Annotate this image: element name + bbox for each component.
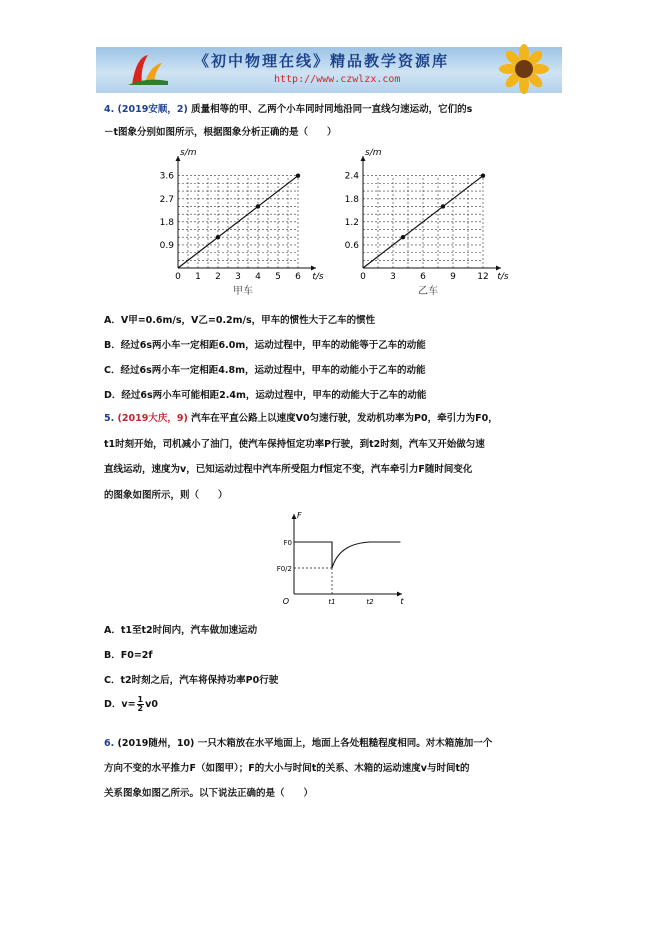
jia-x-tick: 0 <box>175 272 181 282</box>
site-logo-icon <box>126 51 170 89</box>
yi-y-tick: 1.8 <box>344 194 359 205</box>
yi-x-tick: 3 <box>390 272 396 282</box>
q5-line-3: 直线运动，速度为v，已知运动过程中汽车所受阻力f恒定不变，汽车牵引力F随时间变化 <box>104 464 473 475</box>
q4-option-b: B．经过6s两小车一定相距6.0m，运动过程中，甲车的动能等于乙车的动能 <box>104 340 426 351</box>
ft-origin-label: O <box>282 597 289 606</box>
q4-option-a: A．V甲=0.6m/s，V乙=0.2m/s，甲车的惯性大于乙车的惯性 <box>104 315 376 326</box>
yi-data-point <box>441 204 445 208</box>
q6-line-2: 方向不变的水平推力F（如图甲）；F的大小与时间t的关系、木箱的运动速度v与时间t的 <box>104 763 470 774</box>
yi-data-point <box>401 235 405 239</box>
jia-y-tick: 2.7 <box>159 194 174 205</box>
jia-x-tick: 6 <box>295 272 301 282</box>
ft-y-label: F <box>297 511 302 520</box>
jia-x-tick: 1 <box>195 272 201 282</box>
jia-x-label: t/s <box>312 272 324 282</box>
yi-x-label: t/s <box>497 272 509 282</box>
yi-y-tick: 2.4 <box>344 171 359 182</box>
q4-option-d: D．经过6s两小车可能相距2.4m，运动过程中，甲车的动能大于乙车的动能 <box>104 390 427 401</box>
q4-option-c: C．经过6s两小车一定相距4.8m，运动过程中，甲车的动能小于乙车的动能 <box>104 365 426 376</box>
q5-source: (2019大庆，9) <box>117 413 188 424</box>
q5-option-d <box>104 696 158 713</box>
ft-series-line <box>294 542 400 568</box>
q5-number: 5. <box>104 413 115 424</box>
header-banner <box>96 47 562 93</box>
jia-x-arrow-icon <box>311 266 316 271</box>
jia-data-point <box>216 235 220 239</box>
ft-x-label: t <box>400 597 404 606</box>
q5-line-1 <box>104 412 498 425</box>
yi-chart-title: 乙车 <box>418 286 438 297</box>
jia-y-label: s/m <box>180 148 197 158</box>
jia-chart-title: 甲车 <box>233 286 253 297</box>
jia-data-point <box>296 173 300 177</box>
ft-y-tick: F0/2 <box>276 565 292 573</box>
jia-data-point <box>256 204 260 208</box>
yi-y-label: s/m <box>365 148 382 158</box>
yi-y-tick: 1.2 <box>344 217 359 228</box>
yi-data-point <box>481 173 485 177</box>
banner-title: 《初中物理在线》精品教学资源库 <box>194 52 450 70</box>
fraction-one-half <box>137 696 145 713</box>
q6-text-1: 一只木箱放在水平地面上，地面上各处粗糙程度相同。对木箱施加一个 <box>197 738 493 749</box>
chart-jia-car <box>150 148 330 298</box>
yi-x-tick: 12 <box>477 272 489 282</box>
q4-number: 4. <box>104 104 115 115</box>
ft-x-arrow-icon <box>397 592 402 597</box>
ft-x-tick: t2 <box>366 598 374 606</box>
q5-option-b: B．F0=2f <box>104 650 153 661</box>
q5-option-d-suffix: v0 <box>145 699 158 710</box>
jia-y-tick: 0.9 <box>159 240 174 251</box>
q6-number: 6. <box>104 738 115 749</box>
yi-x-tick: 0 <box>360 272 366 282</box>
yi-y-tick: 0.6 <box>344 240 359 251</box>
yi-x-tick: 9 <box>450 272 456 282</box>
q4-source: (2019安顺，2) <box>117 104 188 115</box>
sunflower-icon <box>476 47 556 93</box>
q4-line-2: －t图象分别如图所示，根据图象分析正确的是（ ） <box>104 127 337 138</box>
banner-url: http://www.czwlzx.com <box>274 74 401 85</box>
chart-force-time <box>272 508 402 616</box>
yi-x-tick: 6 <box>420 272 426 282</box>
q5-text-1: 汽车在平直公路上以速度V0匀速行驶，发动机功率为P0，牵引力为F0， <box>191 413 498 424</box>
jia-y-tick: 3.6 <box>159 171 174 182</box>
q4-text-1: 质量相等的甲、乙两个小车同时同地沿同一直线匀速运动，它们的s <box>191 104 473 115</box>
jia-x-tick: 5 <box>275 272 281 282</box>
q6-line-3: 关系图象如图乙所示。以下说法正确的是（ ） <box>104 788 314 799</box>
q5-option-a: A．t1至t2时间内，汽车做加速运动 <box>104 625 258 636</box>
yi-x-arrow-icon <box>496 266 501 271</box>
q5-line-4: 的图象如图所示，则（ ） <box>104 490 228 501</box>
ft-y-arrow-icon <box>292 514 297 519</box>
q5-line-2: t1时刻开始，司机减小了油门，使汽车保持恒定功率P行驶，到t2时刻，汽车又开始做匀速 <box>104 439 485 450</box>
fraction-denominator: 2 <box>137 704 144 713</box>
q6-source: (2019随州，10) <box>117 738 195 749</box>
jia-x-tick: 4 <box>255 272 261 282</box>
chart-yi-car <box>335 148 515 298</box>
q5-option-d-prefix: D．v= <box>104 699 136 710</box>
jia-x-tick: 3 <box>235 272 241 282</box>
fraction-numerator: 1 <box>137 695 144 704</box>
jia-y-tick: 1.8 <box>159 217 174 228</box>
q4-line-1 <box>104 103 472 116</box>
q6-line-1 <box>104 737 492 750</box>
ft-y-tick: F0 <box>283 539 292 547</box>
jia-x-tick: 2 <box>215 272 221 282</box>
q5-option-c: C．t2时刻之后，汽车将保持功率P0行驶 <box>104 675 279 686</box>
ft-x-tick: t1 <box>328 598 336 606</box>
